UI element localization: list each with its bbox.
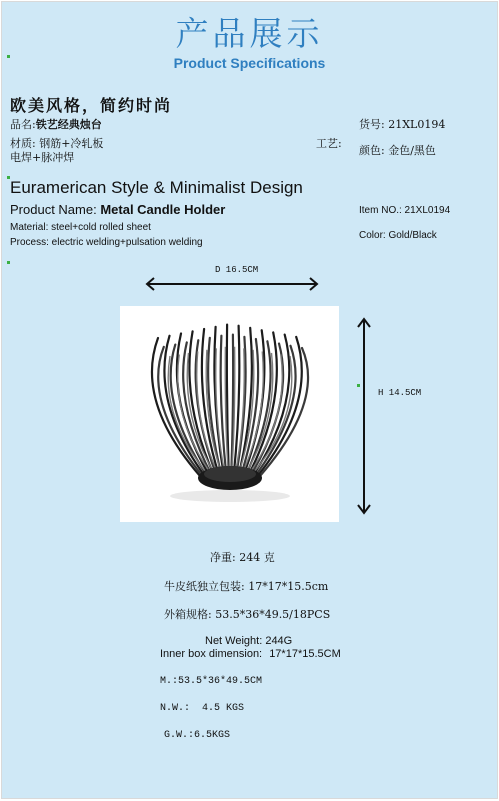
slogan-cn: 欧美风格，简约时尚: [10, 96, 173, 115]
candle-holder-image: [120, 306, 339, 522]
marker-dot: [7, 55, 10, 58]
color-en: Color: Gold/Black: [359, 230, 437, 241]
product-name-label-cn: 品名:: [10, 118, 36, 131]
measurement-en: M.:53.5*36*49.5CM: [160, 676, 263, 687]
material-cn: 材质: 钢筋+冷轧板: [10, 137, 104, 150]
inner-box-label-en: Inner box dimension:: [160, 648, 263, 660]
inner-box-en: [160, 648, 341, 660]
gross-weight-kgs: G.W.:6.5KGS: [164, 730, 231, 741]
item-no-cn: 货号: 21XL0194: [359, 118, 446, 131]
product-name-label-en: Product Name:: [10, 202, 101, 217]
headline-en: Euramerican Style & Minimalist Design: [10, 178, 303, 197]
spec-sheet: [1, 1, 498, 799]
page-title-en: Product Specifications: [173, 55, 326, 71]
net-weight-cn: 净重: 244 克: [210, 551, 275, 564]
process-en: Process: electric welding+pulsation welding: [10, 237, 203, 248]
height-label: H 14.5CM: [378, 388, 422, 398]
inner-box-value-en: 17*17*15.5CM: [269, 648, 341, 660]
product-name-value-cn: 铁艺经典烛台: [35, 118, 102, 131]
process-label-cn: 工艺:: [316, 137, 342, 150]
page-title-cn: 产品展示: [175, 14, 324, 53]
height-arrow: [356, 316, 372, 516]
inner-box-cn: 牛皮纸独立包装: 17*17*15.5cm: [164, 580, 329, 593]
net-weight-en: Net Weight: 244G: [205, 635, 293, 647]
material-en: Material: steel+cold rolled sheet: [10, 222, 151, 233]
product-name-cn: [10, 116, 102, 132]
process-value-cn: 电焊+脉冲焊: [10, 151, 75, 164]
outer-box-cn: 外箱规格: 53.5*36*49.5/18PCS: [164, 608, 331, 621]
item-no-en: Item NO.: 21XL0194: [359, 205, 451, 216]
diameter-arrow: [142, 277, 322, 291]
product-name-value-en: Metal Candle Holder: [100, 202, 226, 217]
diameter-label: D 16.5CM: [215, 265, 259, 275]
color-cn: 颜色: 金色/黑色: [359, 144, 436, 157]
product-photo: [120, 306, 339, 522]
product-name-en: [10, 202, 225, 217]
marker-dot: [7, 261, 10, 264]
net-weight-kgs: N.W.: 4.5 KGS: [160, 703, 245, 714]
